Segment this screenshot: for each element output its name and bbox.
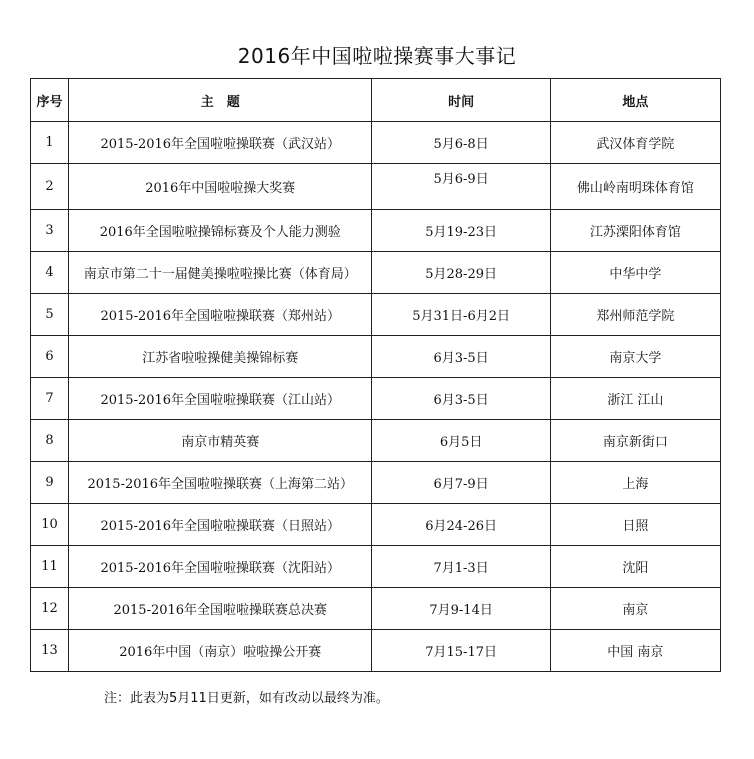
row-number: 13 <box>31 630 69 672</box>
header-place: 地点 <box>550 79 720 122</box>
row-number: 8 <box>31 420 69 462</box>
table-row <box>31 378 721 420</box>
table-row <box>31 546 721 588</box>
row-topic: 2015-2016年全国啦啦操联赛（日照站） <box>69 504 372 546</box>
row-topic: 南京市第二十一届健美操啦啦操比赛（体育局） <box>69 252 372 294</box>
row-topic: 南京市精英赛 <box>69 420 372 462</box>
row-number: 1 <box>31 122 69 164</box>
row-place: 江苏溧阳体育馆 <box>550 210 720 252</box>
table-row <box>31 252 721 294</box>
events-table <box>30 78 721 672</box>
row-place: 浙江 江山 <box>550 378 720 420</box>
row-number: 2 <box>31 164 69 210</box>
header-topic: 主 题 <box>69 79 372 122</box>
row-topic: 2016年中国（南京）啦啦操公开赛 <box>69 630 372 672</box>
row-time: 6月3-5日 <box>372 336 550 378</box>
table-row <box>31 336 721 378</box>
row-time: 5月19-23日 <box>372 210 550 252</box>
row-time: 5月31日-6月2日 <box>372 294 550 336</box>
row-topic: 2016年中国啦啦操大奖赛 <box>69 164 372 210</box>
row-place: 沈阳 <box>550 546 720 588</box>
row-number: 10 <box>31 504 69 546</box>
row-topic: 2015-2016年全国啦啦操联赛总决赛 <box>69 588 372 630</box>
table-row <box>31 164 721 210</box>
row-number: 4 <box>31 252 69 294</box>
row-time: 5月28-29日 <box>372 252 550 294</box>
table-row <box>31 504 721 546</box>
row-place: 日照 <box>550 504 720 546</box>
header-number: 序号 <box>31 79 69 122</box>
row-place: 南京 <box>550 588 720 630</box>
row-place: 上海 <box>550 462 720 504</box>
update-note: 注：此表为5月11日更新，如有改动以最终为准。 <box>104 691 389 706</box>
row-time: 7月1-3日 <box>372 546 550 588</box>
row-topic: 2015-2016年全国啦啦操联赛（武汉站） <box>69 122 372 164</box>
row-time: 7月15-17日 <box>372 630 550 672</box>
row-time: 6月3-5日 <box>372 378 550 420</box>
table-row <box>31 462 721 504</box>
row-place: 南京大学 <box>550 336 720 378</box>
table-row <box>31 630 721 672</box>
row-number: 9 <box>31 462 69 504</box>
row-topic: 2015-2016年全国啦啦操联赛（郑州站） <box>69 294 372 336</box>
row-topic: 2015-2016年全国啦啦操联赛（江山站） <box>69 378 372 420</box>
table-row <box>31 294 721 336</box>
row-topic: 江苏省啦啦操健美操锦标赛 <box>69 336 372 378</box>
row-place: 武汉体育学院 <box>550 122 720 164</box>
page-title: 2016年中国啦啦操赛事大事记 <box>237 44 517 68</box>
row-topic: 2015-2016年全国啦啦操联赛（沈阳站） <box>69 546 372 588</box>
table-row <box>31 210 721 252</box>
table-row <box>31 588 721 630</box>
row-number: 6 <box>31 336 69 378</box>
row-number: 5 <box>31 294 69 336</box>
header-time: 时间 <box>372 79 550 122</box>
row-number: 11 <box>31 546 69 588</box>
row-topic: 2016年全国啦啦操锦标赛及个人能力测验 <box>69 210 372 252</box>
row-time: 5月6-9日 <box>372 164 550 210</box>
row-time: 7月9-14日 <box>372 588 550 630</box>
row-place: 南京新街口 <box>550 420 720 462</box>
row-time: 6月24-26日 <box>372 504 550 546</box>
row-time: 6月7-9日 <box>372 462 550 504</box>
row-time: 6月5日 <box>372 420 550 462</box>
row-place: 郑州师范学院 <box>550 294 720 336</box>
row-place: 中国 南京 <box>550 630 720 672</box>
table-row <box>31 122 721 164</box>
row-place: 佛山岭南明珠体育馆 <box>550 164 720 210</box>
row-number: 12 <box>31 588 69 630</box>
table-header-row <box>31 79 721 122</box>
row-number: 3 <box>31 210 69 252</box>
row-place: 中华中学 <box>550 252 720 294</box>
row-number: 7 <box>31 378 69 420</box>
table-row <box>31 420 721 462</box>
row-topic: 2015-2016年全国啦啦操联赛（上海第二站） <box>69 462 372 504</box>
row-time: 5月6-8日 <box>372 122 550 164</box>
